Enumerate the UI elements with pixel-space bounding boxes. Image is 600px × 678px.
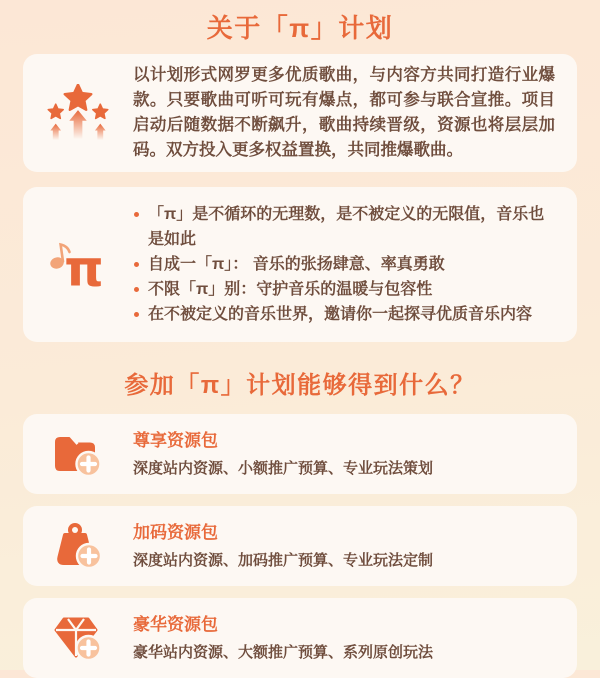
pi-card	[23, 187, 577, 342]
benefits-section-title: 参加「π」计划能够得到什么？	[124, 372, 476, 399]
package-description: 豪华站内资源、大额推广预算、系列原创玩法	[133, 643, 434, 661]
package-card-premium	[23, 414, 577, 494]
weight-plus-icon	[23, 521, 133, 571]
package-text	[133, 614, 557, 663]
package-description: 深度站内资源、加码推广预算、专业玩法定制	[133, 551, 434, 569]
package-text	[133, 522, 557, 571]
pi-note-icon	[23, 236, 133, 294]
diamond-plus-icon	[23, 613, 133, 663]
package-text	[133, 430, 557, 479]
intro-text: 以计划形式网罗更多优质歌曲，与内容方共同打造行业爆款。只要歌曲可听可玩有爆点，都可参与联合宣推。项目启动后随数据不断飙升，歌曲持续晋级，资源也将层层加码。双方投入更多权益置换，共同推爆歌曲。	[133, 66, 555, 159]
pi-bullet-item: 不限「π」别：守护音乐的温暖与包容性	[133, 277, 559, 302]
folder-plus-icon	[23, 429, 133, 479]
package-title: 豪华资源包	[133, 614, 218, 634]
package-title: 加码资源包	[133, 522, 218, 542]
package-card-luxury	[23, 598, 577, 678]
pi-bullet-item: 自成一「π」： 音乐的张扬肆意、率真勇敢	[133, 252, 559, 277]
svg-text:π: π	[64, 239, 104, 294]
package-title: 尊享资源包	[133, 430, 218, 450]
pi-bullet-item: 在不被定义的音乐世界，邀请你一起探寻优质音乐内容	[133, 302, 559, 327]
package-card-boost	[23, 506, 577, 586]
pi-bullet-item: 「π」是不循环的无理数，是不被定义的无限值，音乐也是如此	[133, 202, 559, 252]
stars-rising-icon	[23, 84, 133, 142]
package-description: 深度站内资源、小额推广预算、专业玩法策划	[133, 459, 434, 477]
about-section-title: 关于「π」计划	[206, 13, 394, 43]
intro-card	[23, 54, 577, 172]
pi-bullet-list	[133, 202, 559, 327]
